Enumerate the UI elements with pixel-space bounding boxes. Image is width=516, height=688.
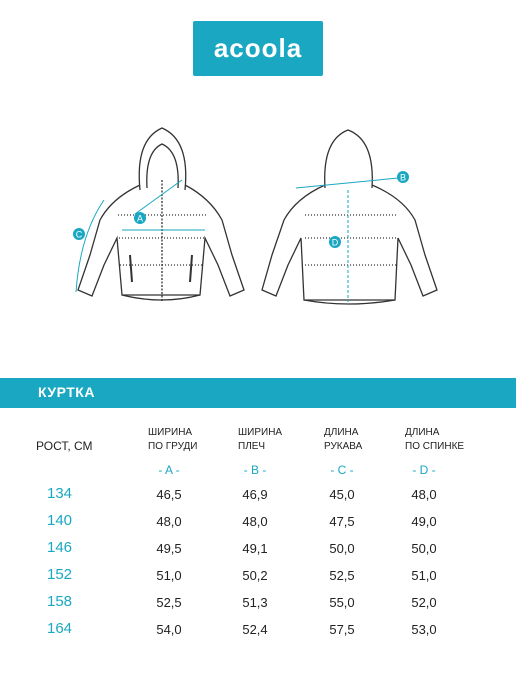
size-cell: 134 — [47, 485, 73, 502]
table-row — [0, 566, 516, 592]
column-header-a — [148, 426, 197, 454]
size-cell: 164 — [47, 620, 73, 637]
value-cell-d: 49,0 — [411, 514, 437, 529]
value-cell-d: 51,0 — [411, 568, 437, 583]
column-header-d-line2: ПО СПИНКЕ — [405, 441, 465, 452]
jacket-diagram — [0, 110, 516, 330]
value-cell-a: 48,0 — [156, 514, 182, 529]
value-cell-c: 47,5 — [329, 514, 355, 529]
column-letter-b: - B - — [243, 463, 267, 477]
value-cell-b: 52,4 — [242, 622, 268, 637]
svg-text:D: D — [331, 237, 339, 248]
svg-text:A: A — [136, 213, 144, 224]
column-header-a-line1: ШИРИНА — [148, 427, 193, 438]
section-title: КУРТКА — [38, 384, 95, 400]
measure-badge-a — [134, 212, 146, 224]
table-row — [0, 620, 516, 646]
value-cell-a: 51,0 — [156, 568, 182, 583]
section-banner — [0, 378, 516, 408]
column-header-d-line1: ДЛИНА — [405, 427, 440, 438]
value-cell-c: 45,0 — [329, 487, 355, 502]
jacket-front-drawing — [75, 128, 244, 302]
size-cell: 146 — [47, 539, 73, 556]
value-cell-d: 50,0 — [411, 541, 437, 556]
value-cell-b: 46,9 — [242, 487, 268, 502]
column-header-c-line1: ДЛИНА — [324, 427, 359, 438]
jacket-back-drawing — [262, 130, 437, 304]
value-cell-d: 53,0 — [411, 622, 437, 637]
measure-lines-back — [296, 178, 398, 302]
svg-text:B: B — [399, 172, 407, 183]
value-cell-b: 48,0 — [242, 514, 268, 529]
table-row — [0, 539, 516, 565]
column-letter-c: - C - — [330, 463, 354, 477]
measure-badge-b — [397, 171, 409, 183]
column-letter-a: - A - — [158, 463, 180, 477]
value-cell-d: 52,0 — [411, 595, 437, 610]
value-cell-b: 51,3 — [242, 595, 268, 610]
value-cell-a: 54,0 — [156, 622, 182, 637]
value-cell-a: 46,5 — [156, 487, 182, 502]
svg-text:C: C — [75, 229, 83, 240]
size-cell: 158 — [47, 593, 73, 610]
value-cell-c: 57,5 — [329, 622, 355, 637]
column-header-a-line2: ПО ГРУДИ — [148, 441, 198, 452]
column-header-d — [405, 426, 464, 454]
table-row — [0, 485, 516, 511]
value-cell-a: 52,5 — [156, 595, 182, 610]
column-letter-d: - D - — [412, 463, 436, 477]
value-cell-b: 49,1 — [242, 541, 268, 556]
size-column-header: РОСТ, СМ — [36, 439, 93, 453]
table-row — [0, 512, 516, 538]
size-cell: 152 — [47, 566, 73, 583]
value-cell-c: 50,0 — [329, 541, 355, 556]
column-header-b-line2: ПЛЕЧ — [238, 441, 266, 452]
column-header-b — [238, 426, 282, 454]
value-cell-d: 48,0 — [411, 487, 437, 502]
value-cell-a: 49,5 — [156, 541, 182, 556]
value-cell-c: 52,5 — [329, 568, 355, 583]
table-row — [0, 593, 516, 619]
value-cell-b: 50,2 — [242, 568, 268, 583]
column-header-b-line1: ШИРИНА — [238, 427, 283, 438]
size-cell: 140 — [47, 512, 73, 529]
value-cell-c: 55,0 — [329, 595, 355, 610]
measure-badge-c — [73, 228, 85, 240]
column-header-c — [324, 426, 362, 454]
column-header-c-line2: РУКАВА — [324, 441, 363, 452]
brand-logo: acoola — [193, 21, 323, 76]
measure-badge-d — [329, 236, 341, 248]
